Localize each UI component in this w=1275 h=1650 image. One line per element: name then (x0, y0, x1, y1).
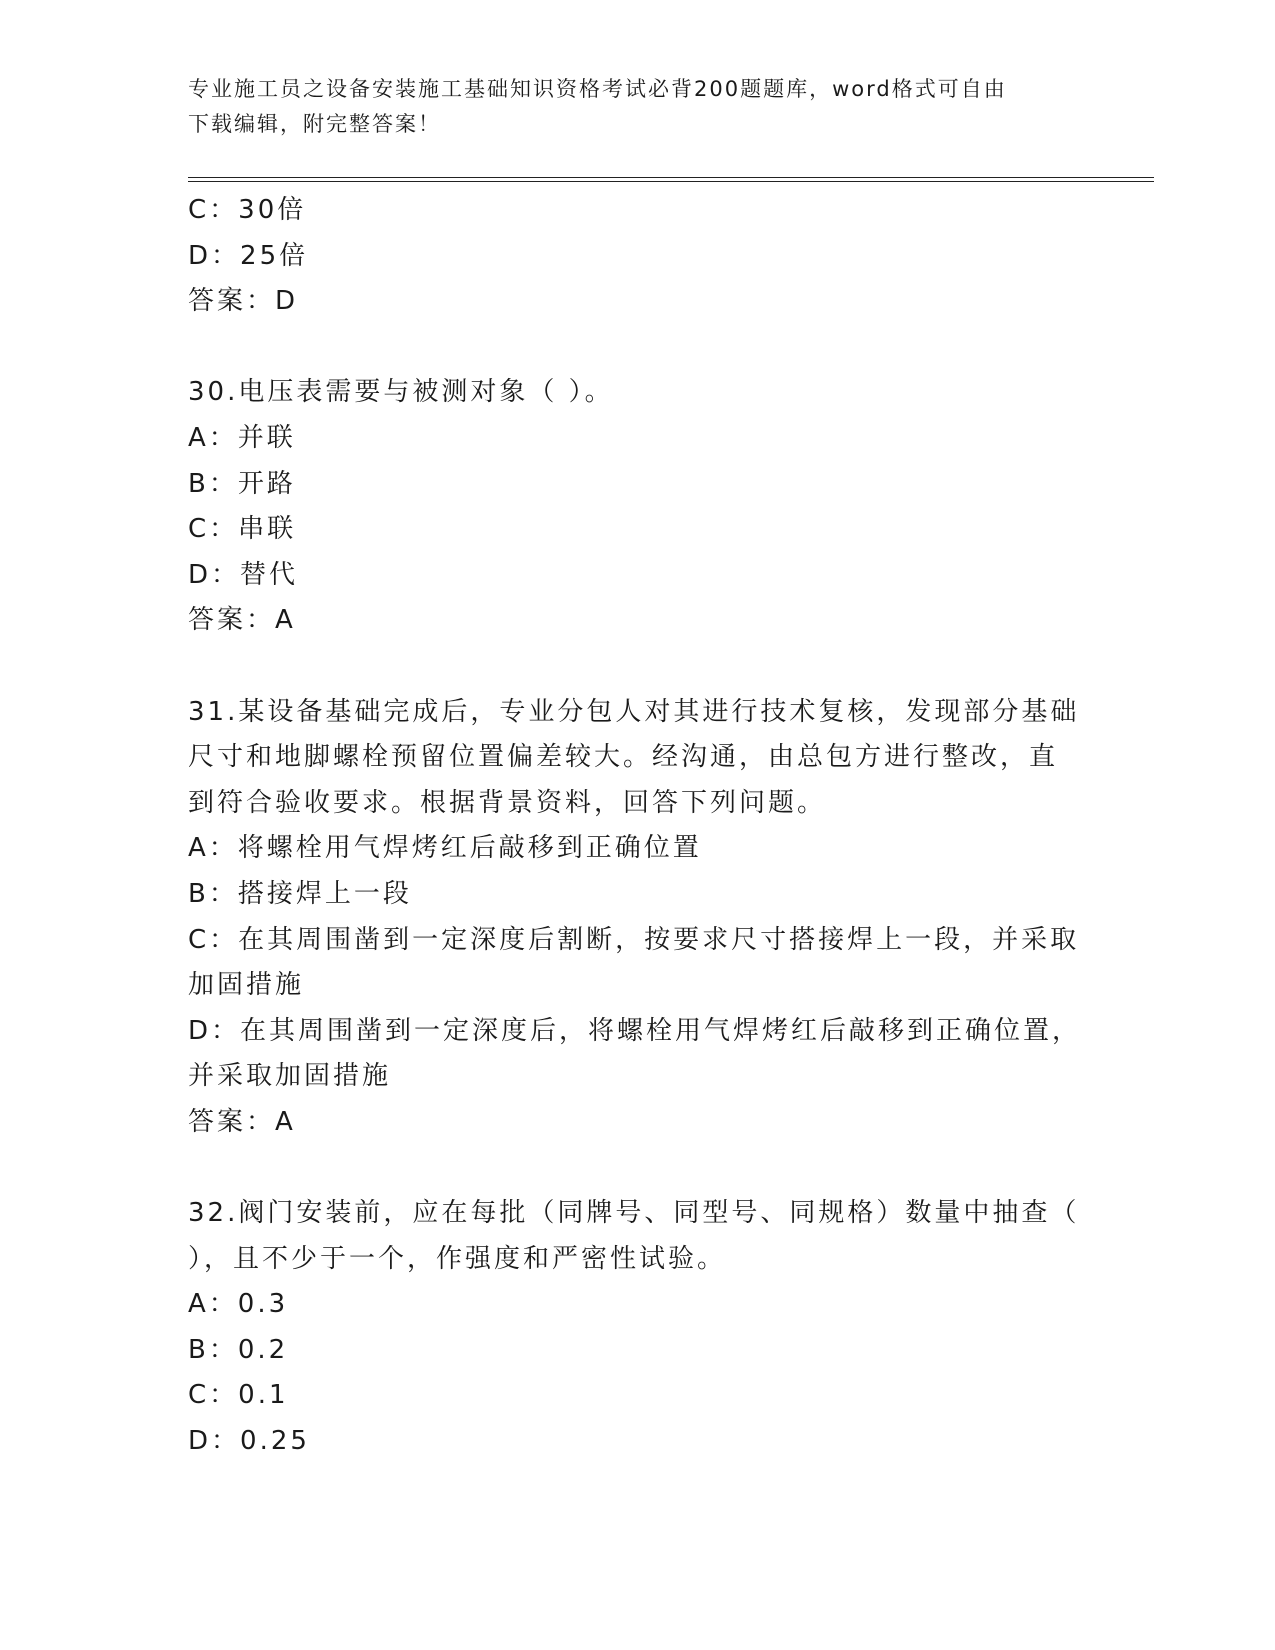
q31-option-a: A：将螺栓用气焊烤红后敲移到正确位置 (188, 833, 702, 864)
q30-stem: 30.电压表需要与被测对象（ ）。 (188, 377, 614, 408)
q30-option-d: D：替代 (188, 559, 299, 590)
header-rule-top (188, 177, 1154, 178)
question-content (188, 188, 1088, 1465)
header-line-1: 专业施工员之设备安装施工基础知识资格考试必背200题题库，word格式可自由 (188, 77, 1007, 101)
header-rule-bottom (188, 181, 1154, 182)
q32-stem-line-2: ），且不少于一个，作强度和严密性试验。 (188, 1243, 727, 1274)
q31-option-b: B：搭接焊上一段 (188, 878, 412, 909)
spacer (188, 644, 1088, 690)
q31-answer: 答案：A (188, 1106, 296, 1137)
prev-answer: 答案：D (188, 286, 299, 317)
q32-option-a: A：0.3 (188, 1289, 289, 1320)
q32-option-c: C：0.1 (188, 1380, 289, 1411)
prev-option-d: D：25倍 (188, 240, 309, 271)
q31-stem-line-3: 到符合验收要求。根据背景资料，回答下列问题。 (188, 787, 827, 818)
q31-stem-line-2: 尺寸和地脚螺栓预留位置偏差较大。经沟通，由总包方进行整改，直 (188, 742, 1059, 773)
prev-option-c: C：30倍 (188, 195, 307, 225)
q31-option-d-line-1: D：在其周围凿到一定深度后，将螺栓用气焊烤红后敲移到正确位置， (188, 1015, 1082, 1046)
q30-option-b: B：开路 (188, 468, 296, 499)
spacer (188, 1145, 1088, 1191)
q31-stem-line-1: 31.某设备基础完成后，专业分包人对其进行技术复核，发现部分基础 (188, 696, 1080, 727)
q32-option-d: D：0.25 (188, 1426, 310, 1457)
document-header (188, 72, 1088, 142)
q32-stem-line-1: 32.阀门安装前，应在每批（同牌号、同型号、同规格）数量中抽查（ (188, 1198, 1080, 1229)
q30-answer: 答案：A (188, 605, 296, 636)
q31-option-c-line-1: C：在其周围凿到一定深度后割断，按要求尺寸搭接焊上一段，并采取 (188, 924, 1080, 955)
q30-option-a: A：并联 (188, 422, 296, 453)
q32-option-b: B：0.2 (188, 1334, 289, 1365)
header-line-2: 下载编辑，附完整答案！ (188, 112, 441, 136)
q30-option-c: C：串联 (188, 514, 297, 545)
q31-option-c-line-2: 加固措施 (188, 970, 305, 1001)
q31-option-d-line-2: 并采取加固措施 (188, 1061, 392, 1092)
spacer (188, 325, 1088, 371)
